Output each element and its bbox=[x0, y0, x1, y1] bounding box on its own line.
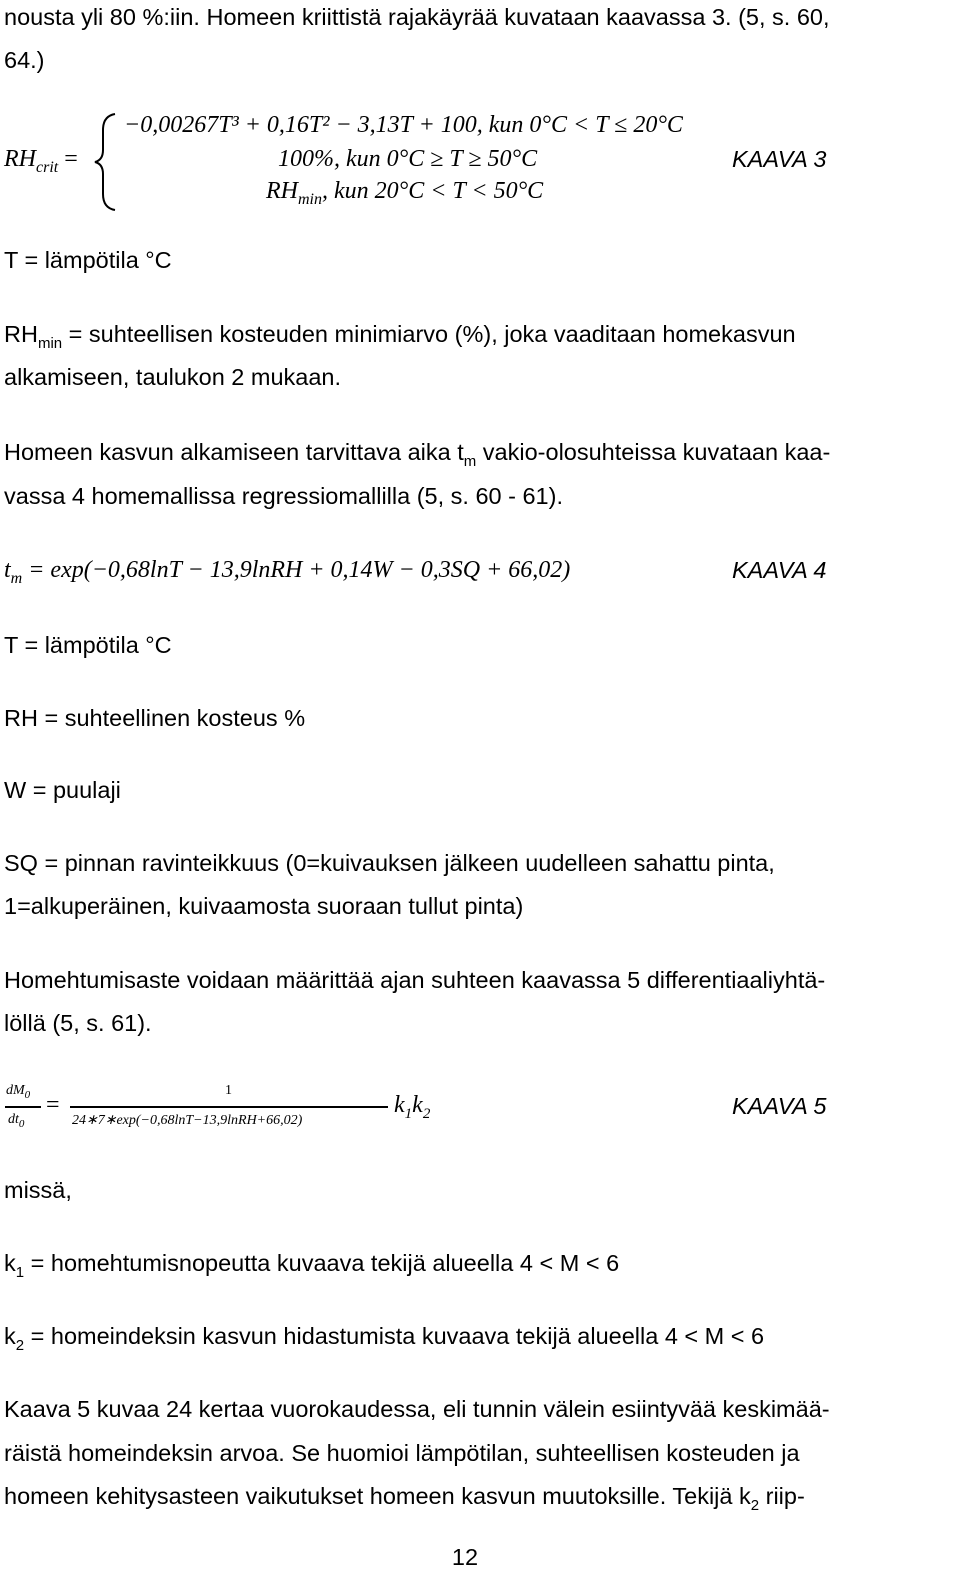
page-number: 12 bbox=[451, 1544, 479, 1570]
eq5-den-right: 24∗7∗exp(−0,68lnT−13,9lnRH+66,02) bbox=[72, 1113, 303, 1128]
def-T-2: T = lämpötila °C bbox=[4, 632, 172, 658]
def-RH: RH = suhteellinen kosteus % bbox=[4, 705, 306, 731]
def-k1: $k_1$ = homehtumisnopeutta kuvaava tekijä alueella 4 < M < 6 bbox=[4, 1250, 620, 1281]
eq5-k-factors: $k_1k_2$ bbox=[394, 1092, 431, 1122]
eq5-num-right: 1 bbox=[225, 1083, 232, 1098]
def-SQ-line-2: 1=alkuperäinen, kuivaamosta suoraan tullut pinta) bbox=[4, 893, 524, 919]
eq3-case-1: −0,00267T³ + 0,16T² − 3,13T + 100, kun 0°C < T ≤ 20°C bbox=[124, 112, 683, 138]
eq4-label: KAAVA 4 bbox=[732, 557, 827, 583]
eq3-lhs: $RH_{crit}$ = bbox=[4, 146, 78, 176]
eq3-case-2: 100%, kun 0°C ≥ T ≥ 50°C bbox=[278, 146, 538, 172]
eq3-case-3: $RH_{min}$, kun 20°C < T < 50°C bbox=[266, 178, 544, 208]
para-final-line-3: homeen kehitysasteen vaikutukset homeen kasvun muutoksille. Tekijä $k_2$ riip- bbox=[4, 1483, 805, 1514]
para-diff-line-2: löllä (5, s. 61). bbox=[4, 1010, 152, 1036]
eq3-label: KAAVA 3 bbox=[732, 146, 827, 172]
para-final-line-2: räistä homeindeksin arvoa. Se huomioi lämpötilan, suhteellisen kosteuden ja bbox=[4, 1440, 800, 1466]
intro-line-2: 64.) bbox=[4, 47, 45, 73]
eq5-equals: = bbox=[46, 1092, 60, 1118]
para-tm-line-1: Homeen kasvun alkamiseen tarvittava aika $t_m$ vakio-olosuhteissa kuvataan kaa- bbox=[4, 439, 831, 470]
para-final-line-1: Kaava 5 kuvaa 24 kertaa vuorokaudessa, eli tunnin välein esiintyvää keskimää- bbox=[4, 1396, 830, 1422]
def-W: W = puulaji bbox=[4, 777, 121, 803]
def-rhmin-line-1: $RH_{min}$ = suhteellisen kosteuden minimiarvo (%), joka vaaditaan homekasvun bbox=[4, 321, 796, 352]
missa-label: missä, bbox=[4, 1177, 72, 1203]
eq5-label: KAAVA 5 bbox=[732, 1093, 827, 1119]
eq5-num-left: $dM_0$ bbox=[6, 1083, 31, 1101]
para-diff-line-1: Homehtumisaste voidaan määrittää ajan suhteen kaavassa 5 differentiaaliyhtä- bbox=[4, 967, 826, 993]
intro-line-1: nousta yli 80 %:iin. Homeen kriittistä rajakäyrää kuvataan kaavassa 3. (5, s. 60, bbox=[4, 4, 830, 30]
eq5-frac-left bbox=[5, 1106, 41, 1108]
eq5-frac-right bbox=[70, 1106, 388, 1108]
def-T-1: T = lämpötila °C bbox=[4, 247, 172, 273]
eq3-brace bbox=[93, 112, 119, 212]
def-k2: $k_2$ = homeindeksin kasvun hidastumista kuvaava tekijä alueella 4 < M < 6 bbox=[4, 1323, 765, 1354]
def-SQ-line-1: SQ = pinnan ravinteikkuus (0=kuivauksen jälkeen uudelleen sahattu pinta, bbox=[4, 850, 775, 876]
def-rhmin-line-2: alkamiseen, taulukon 2 mukaan. bbox=[4, 364, 342, 390]
eq3-equals: = bbox=[64, 146, 78, 172]
para-tm-line-2: vassa 4 homemallissa regressiomallilla (5, s. 60 - 61). bbox=[4, 483, 563, 509]
eq5-den-left: $dt_0$ bbox=[8, 1112, 25, 1130]
eq4-body: $t_m = \exp(-0,68\ln T$ − 13,9lnRH + 0,14W − 0,3SQ + 66,02) bbox=[4, 557, 571, 587]
